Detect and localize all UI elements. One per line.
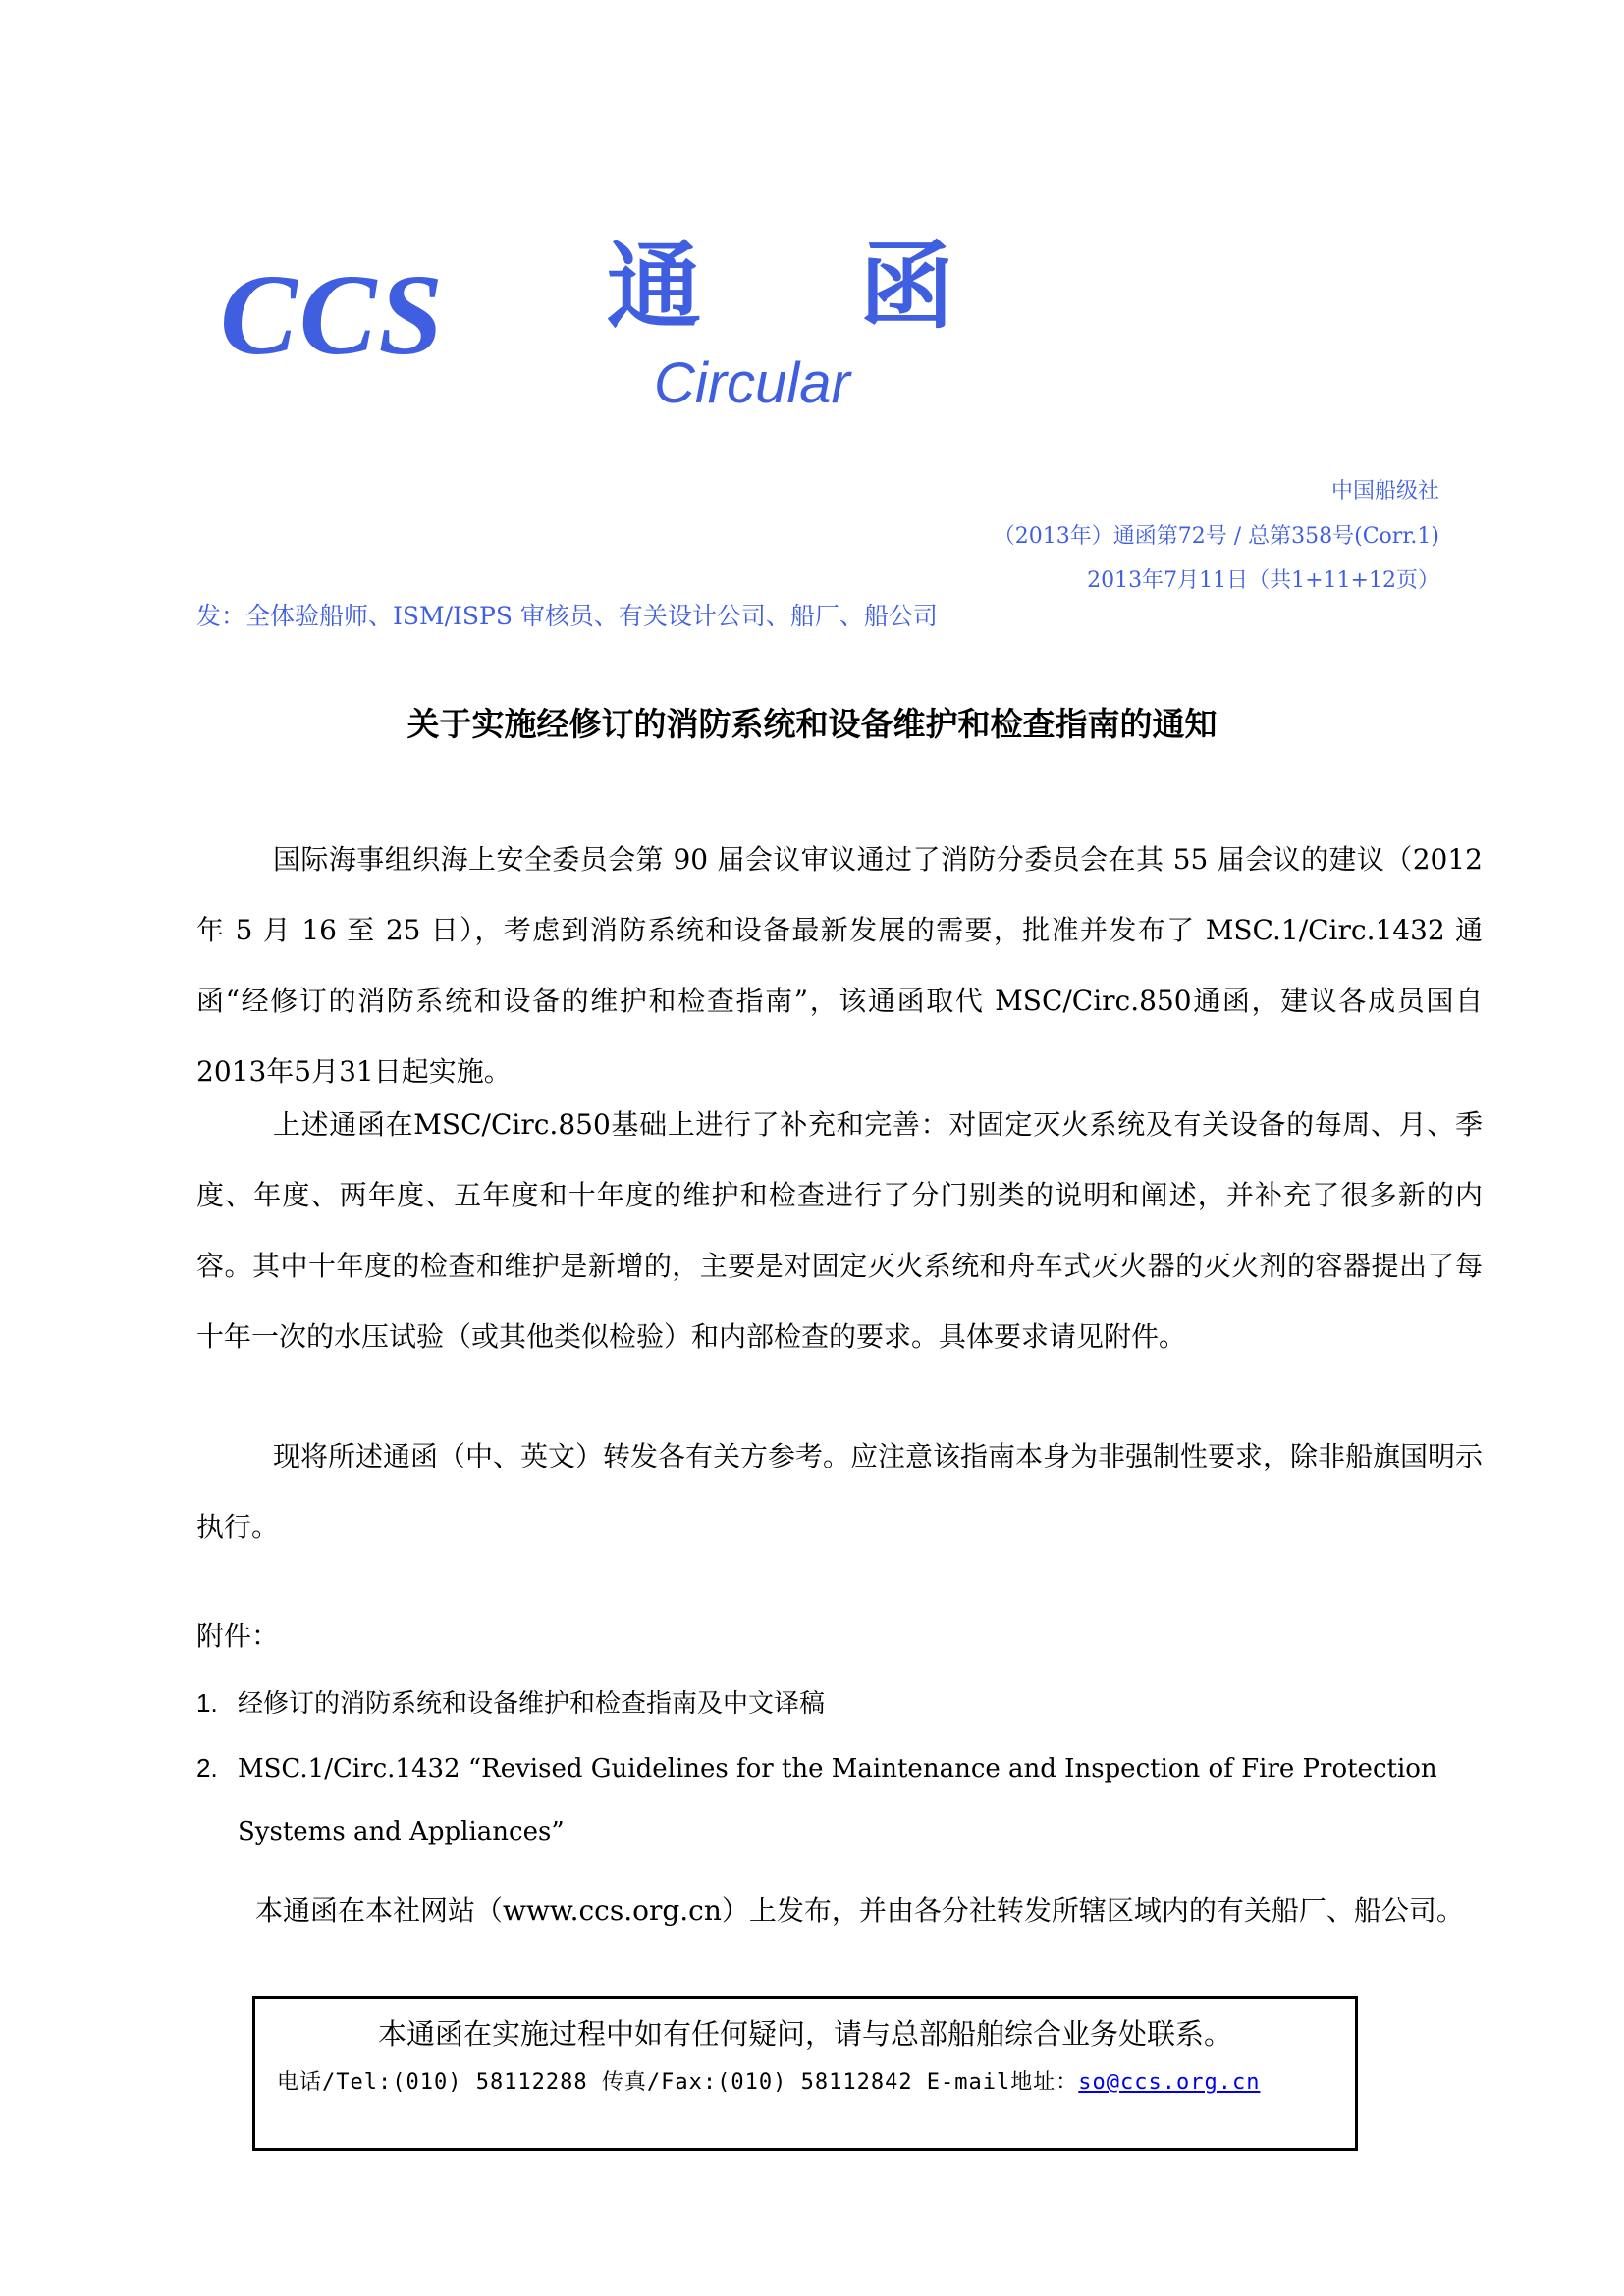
attachment-item-2 — [196, 1736, 1483, 1863]
attachment-item-1 — [196, 1672, 1483, 1735]
circular-number: （2013年）通函第72号 / 总第358号(Corr.1) — [993, 524, 1439, 549]
circular-title-cn: 通 函 — [607, 232, 1017, 342]
body-paragraph-2: 上述通函在MSC/Circ.850基础上进行了补充和完善：对固定灭火系统及有关设备的每周、月、季度、年度、两年度、五年度和十年度的维护和检查进行了分门别类的说明和阐述，并补充了很多新的内容。其中十年度的检查和维护是新增的，主要是对固定灭火系统和舟车式灭火器的灭火剂的容器提出了每十年一次的水压试验（或其他类似检验）和内部检查的要求。具体要求请见附件。 — [196, 1108, 1483, 1353]
contact-box — [252, 1996, 1358, 2151]
contact-details — [277, 2065, 1260, 2096]
attachment-text: 经修订的消防系统和设备维护和检查指南及中文译稿 — [238, 1689, 826, 1719]
issuing-organization: 中国船级社 — [1330, 479, 1439, 504]
issue-date: 2013年7月11日（共1+11+12页） — [1087, 568, 1439, 593]
body-paragraph-1: 国际海事组织海上安全委员会第 90 届会议审议通过了消防分委员会在其 55 届会议的建议（2012 年 5 月 16 至 25 日），考虑到消防系统和设备最新发展的需要，批准并发布了 MSC.1/Circ.1432 通函“经修订的消防系统和设备的维护和检查指南”，该通函取代 MSC/Circ.850通函，建议各成员国自2013年5月31日起实施。 — [196, 843, 1483, 1088]
ccs-logo: CCS — [220, 250, 446, 379]
document-heading: 关于实施经修订的消防系统和设备维护和检查指南的通知 — [406, 705, 1218, 743]
recipients-line: 发：全体验船师、ISM/ISPS 审核员、有关设计公司、船厂、船公司 — [196, 602, 938, 630]
body-paragraph-3: 现将所述通函（中、英文）转发各有关方参考。应注意该指南本身为非强制性要求，除非船旗国明示执行。 — [196, 1440, 1484, 1543]
email-link[interactable]: so@ccs.org.cn — [1078, 2070, 1261, 2095]
attachment-text: MSC.1/Circ.1432 “Revised Guidelines for the Maintenance and Inspection of Fire Protection Systems and Appliances” — [238, 1754, 1437, 1846]
attachment-number: 2. — [196, 1753, 218, 1783]
circular-title-en: Circular — [654, 351, 850, 415]
attachment-number: 1. — [196, 1688, 218, 1718]
contact-note: 本通函在实施过程中如有任何疑问，请与总部船舶综合业务处联系。 — [377, 2017, 1232, 2051]
attachments-label: 附件： — [196, 1620, 280, 1652]
publish-note: 本通函在本社网站（www.ccs.org.cn）上发布，并由各分社转发所辖区域内的有关船厂、船公司。 — [255, 1895, 1464, 1927]
phone-fax: 电话/Tel:(010) 58112288 传真/Fax:(010) 58112842 E-mail地址： — [277, 2070, 1079, 2095]
